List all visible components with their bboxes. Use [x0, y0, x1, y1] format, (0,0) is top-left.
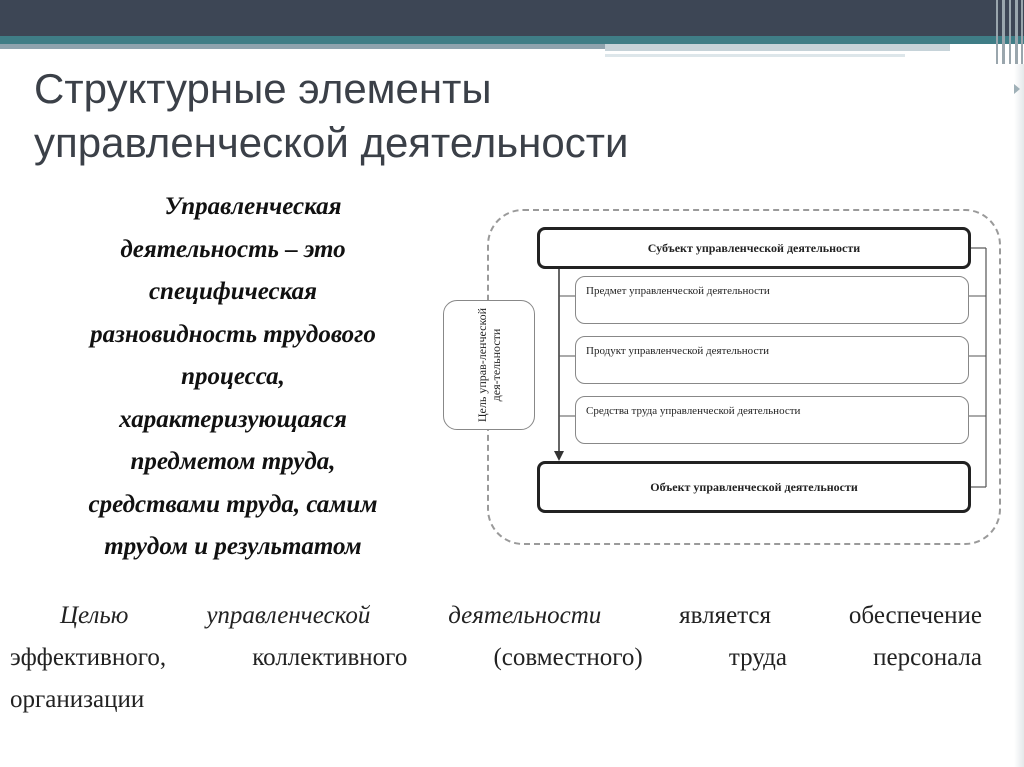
- definition-line: предметом труда,: [130, 448, 336, 475]
- definition-line: Управленческая: [164, 193, 342, 220]
- conclusion-line-1: [10, 595, 982, 637]
- definition-line: характеризующаяся: [119, 405, 347, 433]
- conclusion-text: [10, 595, 982, 721]
- management-structure-diagram: [430, 205, 1005, 545]
- page-edge-shadow: [1014, 64, 1024, 767]
- box-product: Продукт управленческой деятельности: [575, 336, 969, 384]
- box-goal-label: Цель управ-ленческой дея-тельности: [475, 307, 503, 423]
- header-bar-light: [605, 44, 950, 51]
- slide-title: [34, 62, 934, 170]
- conclusion-line-1-rest: является обеспечение: [601, 602, 983, 629]
- definition-line: средствами труда, самим: [88, 490, 378, 518]
- header-bar-teal: [0, 36, 1024, 44]
- box-means: Средства труда управленческой деятельности: [575, 396, 969, 444]
- definition-text: [28, 186, 438, 569]
- slide-title-line-1: Структурные элементы: [34, 65, 492, 112]
- definition-line: разновидность трудового: [90, 320, 376, 348]
- header-bar-dark: [0, 0, 1024, 36]
- header-bar-light-thin: [605, 54, 905, 57]
- conclusion-line-3: организации: [10, 686, 145, 713]
- definition-line: специфическая: [148, 278, 318, 305]
- box-subject: Субъект управленческой деятельности: [537, 227, 971, 269]
- box-goal: [443, 300, 535, 430]
- slide-title-line-2: управленческой деятельности: [34, 119, 629, 166]
- slide-marker-icon: [1014, 84, 1020, 94]
- conclusion-line-2: эффективного, коллективного (совместного) труда персонала: [10, 644, 982, 671]
- conclusion-italic: Целью управленческой деятельности: [60, 602, 602, 629]
- box-object: Объект управленческой деятельности: [537, 461, 971, 513]
- definition-line: деятельность – это: [120, 235, 346, 263]
- header-vertical-stripes: [996, 0, 1024, 64]
- definition-line: процесса,: [181, 363, 285, 390]
- box-subject-of-labor: Предмет управленческой деятельности: [575, 276, 969, 324]
- definition-line: трудом и результатом: [104, 533, 362, 560]
- header-bar-accent: [0, 44, 605, 49]
